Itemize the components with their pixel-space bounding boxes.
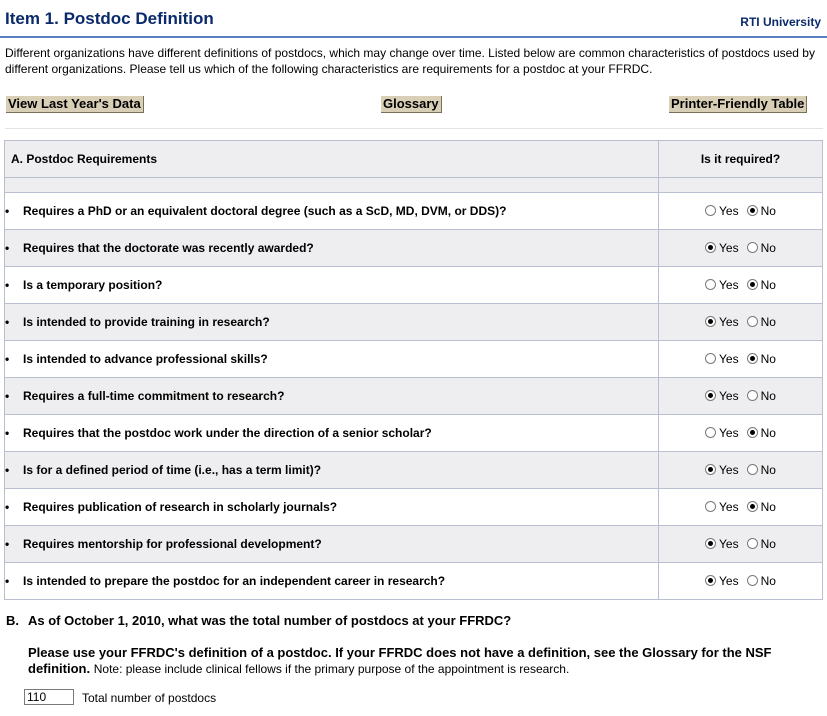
table-row: [5, 452, 823, 489]
option-yes[interactable]: [705, 278, 739, 292]
yes-radio[interactable]: [705, 242, 716, 253]
no-label: No: [760, 500, 776, 514]
bullet-icon: •: [5, 426, 10, 440]
option-no[interactable]: [747, 241, 776, 255]
no-label: No: [760, 241, 776, 255]
yes-label: Yes: [719, 500, 739, 514]
yes-label: Yes: [719, 389, 739, 403]
option-no[interactable]: [747, 315, 776, 329]
option-yes[interactable]: [705, 389, 739, 403]
option-yes[interactable]: [705, 204, 739, 218]
answer-cell: [659, 341, 823, 378]
no-radio[interactable]: [747, 390, 758, 401]
organization-name: RTI University: [740, 15, 821, 29]
table-header: [5, 141, 823, 178]
option-yes[interactable]: [705, 426, 739, 440]
requirement-text: Requires publication of research in scholarly journals?: [23, 500, 338, 514]
option-yes[interactable]: [705, 574, 739, 588]
no-radio[interactable]: [747, 538, 758, 549]
answer-cell: [659, 267, 823, 304]
requirement-text: Is intended to prepare the postdoc for an independent career in research?: [23, 574, 446, 588]
no-radio[interactable]: [747, 427, 758, 438]
yes-radio[interactable]: [705, 279, 716, 290]
bullet-icon: •: [5, 204, 10, 218]
page-title: Item 1. Postdoc Definition: [5, 9, 214, 28]
option-no[interactable]: [747, 426, 776, 440]
yes-radio[interactable]: [705, 575, 716, 586]
no-label: No: [760, 463, 776, 477]
yes-label: Yes: [719, 315, 739, 329]
no-label: No: [760, 204, 776, 218]
answer-cell: [659, 378, 823, 415]
requirement-text: Is for a defined period of time (i.e., has a term limit)?: [23, 463, 322, 477]
view-last-year-button[interactable]: View Last Year's Data: [6, 96, 144, 113]
section-b-question: [6, 613, 511, 628]
yes-radio[interactable]: [705, 501, 716, 512]
answer-cell: [659, 526, 823, 563]
col-requirements-header: A. Postdoc Requirements: [5, 141, 659, 178]
table-row: [5, 230, 823, 267]
requirement-cell: [5, 304, 659, 341]
requirement-cell: [5, 193, 659, 230]
table-row: [5, 267, 823, 304]
requirement-text: Is intended to provide training in research?: [23, 315, 270, 329]
table-row: [5, 341, 823, 378]
no-label: No: [760, 315, 776, 329]
option-no[interactable]: [747, 278, 776, 292]
yes-radio[interactable]: [705, 316, 716, 327]
table-row: [5, 526, 823, 563]
option-yes[interactable]: [705, 352, 739, 366]
no-label: No: [760, 389, 776, 403]
yes-label: Yes: [719, 574, 739, 588]
requirement-cell: [5, 452, 659, 489]
requirement-cell: [5, 378, 659, 415]
bullet-icon: •: [5, 574, 10, 588]
no-radio[interactable]: [747, 242, 758, 253]
yes-label: Yes: [719, 537, 739, 551]
bullet-icon: •: [5, 389, 10, 403]
no-radio[interactable]: [747, 353, 758, 364]
no-radio[interactable]: [747, 205, 758, 216]
section-b-instructions: [28, 645, 818, 677]
bullet-icon: •: [5, 537, 10, 551]
answer-cell: [659, 452, 823, 489]
glossary-button[interactable]: Glossary: [381, 96, 442, 113]
option-no[interactable]: [747, 537, 776, 551]
no-radio[interactable]: [747, 575, 758, 586]
bullet-icon: •: [5, 352, 10, 366]
no-label: No: [760, 352, 776, 366]
requirement-cell: [5, 415, 659, 452]
option-yes[interactable]: [705, 537, 739, 551]
section-b-label: B.: [6, 613, 19, 628]
no-label: No: [760, 574, 776, 588]
total-postdocs-input[interactable]: [24, 689, 74, 705]
bullet-icon: •: [5, 241, 10, 255]
page-header: [0, 0, 827, 38]
no-label: No: [760, 278, 776, 292]
yes-label: Yes: [719, 426, 739, 440]
yes-label: Yes: [719, 278, 739, 292]
option-yes[interactable]: [705, 315, 739, 329]
answer-cell: [659, 230, 823, 267]
total-postdocs-label: Total number of postdocs: [82, 691, 217, 705]
answer-cell: [659, 415, 823, 452]
answer-cell: [659, 193, 823, 230]
no-radio[interactable]: [747, 316, 758, 327]
requirement-cell: [5, 341, 659, 378]
option-yes[interactable]: [705, 500, 739, 514]
bullet-icon: •: [5, 463, 10, 477]
option-no[interactable]: [747, 500, 776, 514]
requirement-cell: [5, 267, 659, 304]
table-row: [5, 304, 823, 341]
no-label: No: [760, 537, 776, 551]
yes-radio[interactable]: [705, 353, 716, 364]
yes-label: Yes: [719, 352, 739, 366]
answer-cell: [659, 489, 823, 526]
table-row: [5, 489, 823, 526]
divider: [5, 128, 823, 129]
answer-cell: [659, 304, 823, 341]
no-label: No: [760, 426, 776, 440]
printer-friendly-button[interactable]: Printer-Friendly Table: [669, 96, 807, 113]
table-row: [5, 378, 823, 415]
no-radio[interactable]: [747, 464, 758, 475]
option-no[interactable]: [747, 463, 776, 477]
requirement-text: Requires that the doctorate was recently awarded?: [23, 241, 314, 255]
bullet-icon: •: [5, 500, 10, 514]
requirement-text: Is intended to advance professional skills?: [23, 352, 268, 366]
requirement-cell: [5, 230, 659, 267]
col-required-header: Is it required?: [659, 141, 823, 178]
option-yes[interactable]: [705, 241, 739, 255]
no-radio[interactable]: [747, 279, 758, 290]
table-row: [5, 193, 823, 230]
requirement-text: Requires that the postdoc work under the direction of a senior scholar?: [23, 426, 432, 440]
requirement-text: Requires a PhD or an equivalent doctoral degree (such as a ScD, MD, DVM, or DDS)?: [23, 204, 507, 218]
option-no[interactable]: [747, 204, 776, 218]
requirement-text: Requires mentorship for professional development?: [23, 537, 322, 551]
yes-radio[interactable]: [705, 205, 716, 216]
instruction-bold: Please use your FFRDC's definition of a postdoc. If your FFRDC does not have a definition, see the Glossary for the NSF definition.: [28, 645, 772, 676]
requirement-cell: [5, 489, 659, 526]
yes-radio[interactable]: [705, 427, 716, 438]
requirement-text: Requires a full-time commitment to research?: [23, 389, 285, 403]
section-b-text: As of October 1, 2010, what was the total number of postdocs at your FFRDC?: [28, 613, 512, 628]
option-no[interactable]: [747, 389, 776, 403]
requirements-table: [4, 140, 823, 600]
table-row: [5, 415, 823, 452]
requirement-cell: [5, 526, 659, 563]
yes-label: Yes: [719, 463, 739, 477]
yes-radio[interactable]: [705, 390, 716, 401]
no-radio[interactable]: [747, 501, 758, 512]
intro-text: Different organizations have different definitions of postdocs, which may change over time. Listed below are common characteristics of postdocs used by different organizations. Please tell us which of the following characteristics are requirements for a postdoc at your FFRDC.: [5, 46, 815, 76]
requirement-text: Is a temporary position?: [23, 278, 163, 292]
option-yes[interactable]: [705, 463, 739, 477]
table-row: [5, 563, 823, 600]
yes-label: Yes: [719, 204, 739, 218]
option-no[interactable]: [747, 352, 776, 366]
yes-label: Yes: [719, 241, 739, 255]
bullet-icon: •: [5, 315, 10, 329]
requirement-cell: [5, 563, 659, 600]
yes-radio[interactable]: [705, 464, 716, 475]
option-no[interactable]: [747, 574, 776, 588]
bullet-icon: •: [5, 278, 10, 292]
header-spacer: [5, 178, 823, 193]
yes-radio[interactable]: [705, 538, 716, 549]
instruction-note: Note: please include clinical fellows if the primary purpose of the appointment is research.: [93, 662, 570, 676]
answer-cell: [659, 563, 823, 600]
